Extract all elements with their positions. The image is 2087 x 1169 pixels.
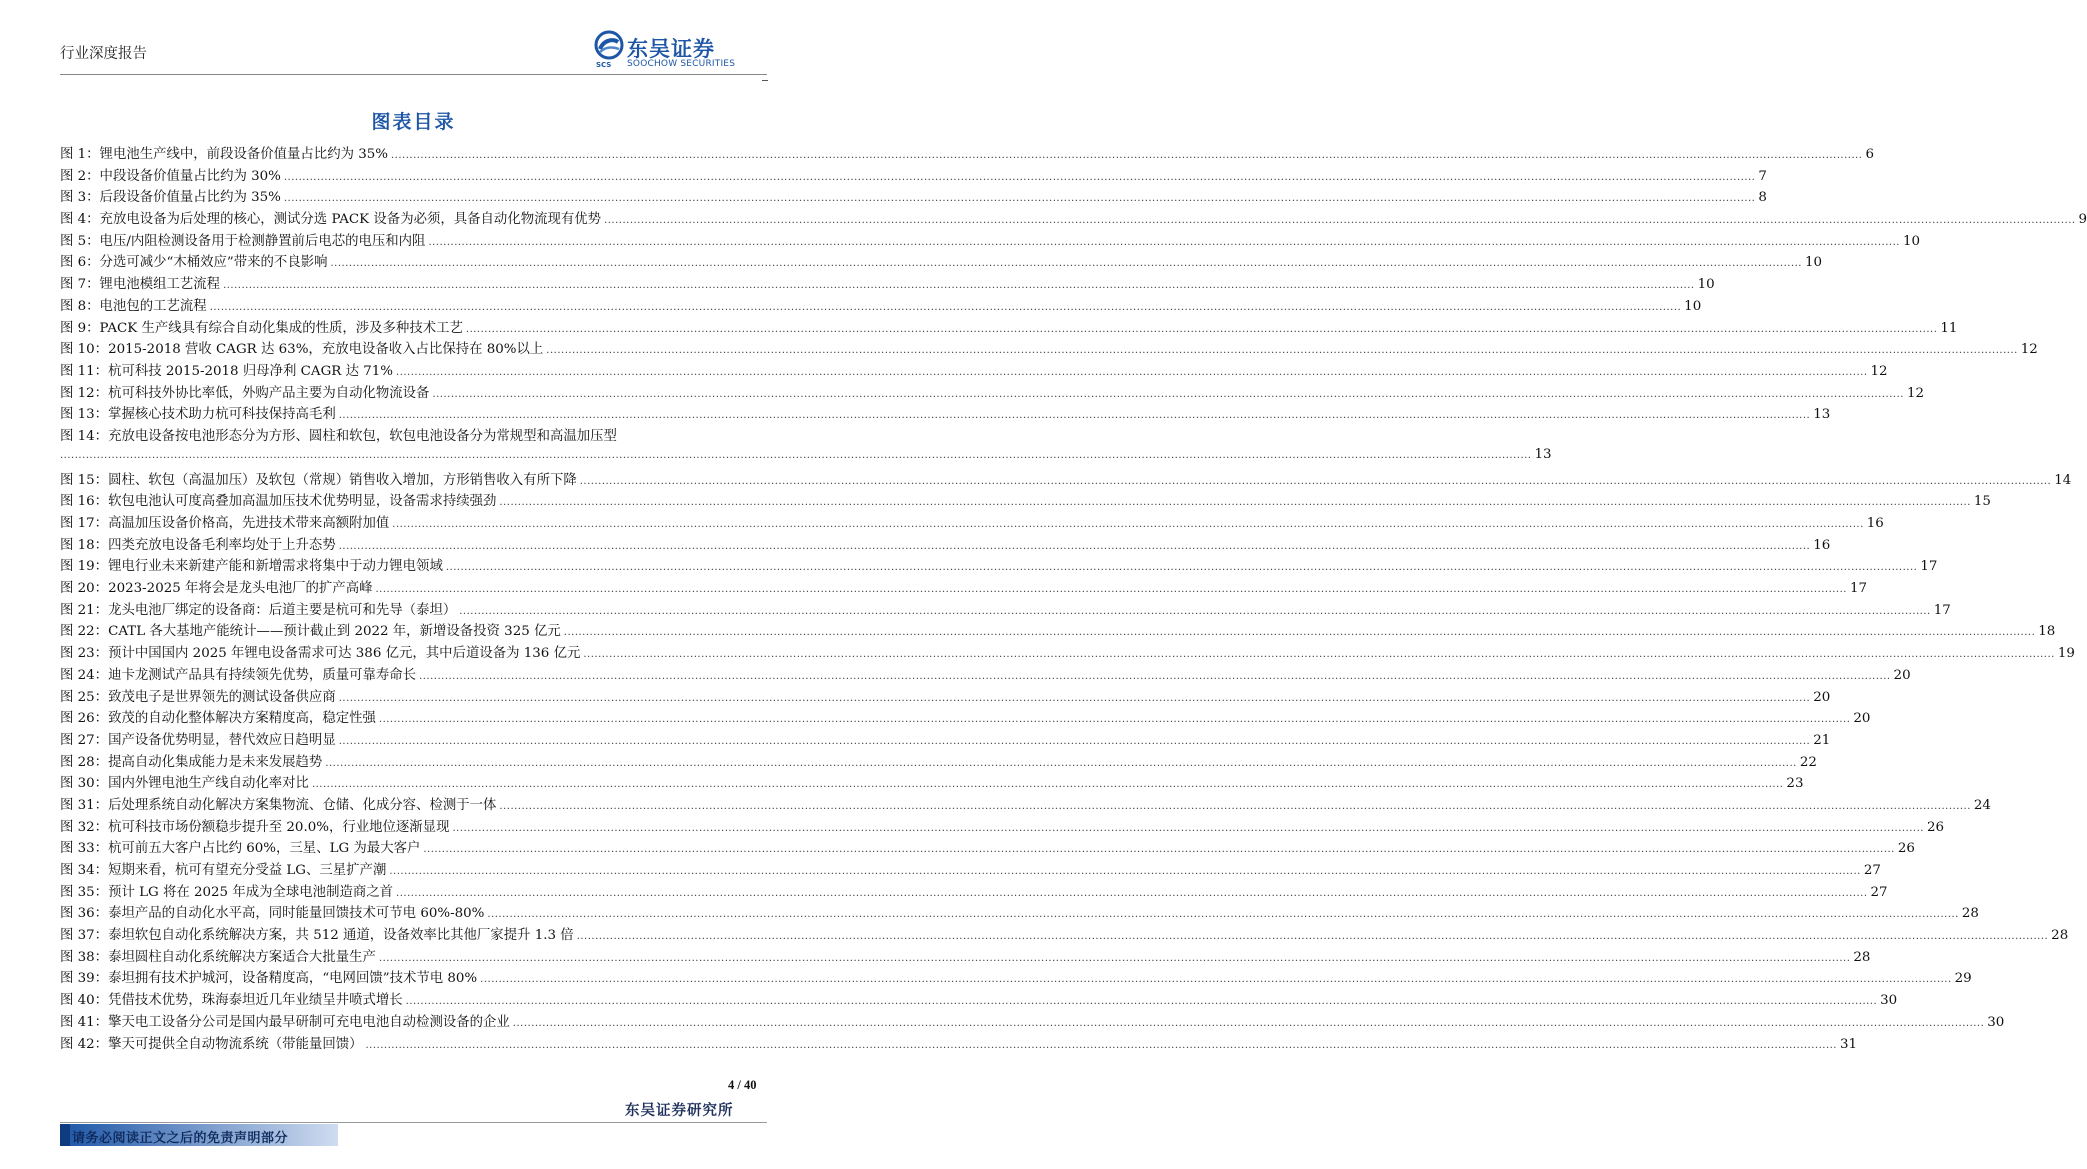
- footer-organization: 东吴证券研究所: [625, 1103, 734, 1119]
- toc-title: 图表目录: [371, 111, 456, 133]
- toc-entry[interactable]: [60, 208, 2087, 230]
- toc-leader-dots: ................................................................................................................................................................................................................................................................................................................................................................................................................: [392, 519, 1864, 530]
- toc-leader-dots: ................................................................................................................................................................................................................................................................................................................................................................................................................: [283, 171, 1756, 183]
- header-divider: [60, 74, 767, 75]
- toc-leader-dots: ................................................................................................................................................................................................................................................................................................................................................................................................................: [365, 1039, 1837, 1051]
- toc-entry-page: 16: [1866, 516, 1884, 531]
- toc-entry-page: 20: [1893, 667, 1911, 683]
- toc-entry-label: 图 17：高温加压设备价格高，先进技术带来高额附加值: [60, 516, 390, 531]
- toc-entry-label: 图 36：泰坦产品的自动化水平高，同时能量回馈技术可节电 60%-80%: [60, 906, 485, 922]
- toc-entry-page: 9: [2078, 212, 2087, 228]
- toc-entry[interactable]: [60, 273, 1715, 295]
- toc-entry-label: 图 32：杭可科技市场份额稳步提升至 20.0%，行业地位逐渐显现: [60, 819, 450, 835]
- toc-entry[interactable]: [60, 317, 1958, 339]
- toc-entry-label: 图 2：中段设备价值量占比约为 30%: [60, 168, 281, 184]
- toc-entry-page: 7: [1758, 168, 1767, 184]
- toc-leader-dots: ................................................................................................................................................................................................................................................................................................................................................................................................................: [576, 931, 2049, 943]
- toc-leader-dots: ................................................................................................................................................................................................................................................................................................................................................................................................................: [563, 627, 2036, 639]
- toc-entry-page: 30: [1880, 993, 1898, 1009]
- toc-leader-dots: ................................................................................................................................................................................................................................................................................................................................................................................................................: [583, 649, 2055, 661]
- toc-entry-page: 10: [1804, 255, 1823, 271]
- toc-leader-dots: ................................................................................................................................................................................................................................................................................................................................................................................................................: [338, 692, 1811, 704]
- toc-entry-label: 图 1：锂电池生产线中，前段设备价值量占比约为 35%: [60, 147, 388, 162]
- toc-entry[interactable]: [60, 360, 1888, 382]
- toc-leader-dots: ................................................................................................................................................................................................................................................................................................................................................................................................................: [338, 735, 1811, 747]
- toc-leader-dots: ................................................................................................................................................................................................................................................................................................................................................................................................................: [512, 1017, 1985, 1029]
- toc-leader-dots: ................................................................................................................................................................................................................................................................................................................................................................................................................: [60, 449, 1532, 461]
- toc-leader-dots: ................................................................................................................................................................................................................................................................................................................................................................................................................: [338, 540, 1811, 552]
- toc-entry[interactable]: [60, 837, 1915, 859]
- toc-entry-page: 15: [1973, 494, 1991, 510]
- toc-entry-label: 图 22：CATL 各大基地产能统计——预计截止到 2022 年，新增设备投资 325 亿元: [60, 624, 561, 640]
- toc-entry[interactable]: [60, 794, 1991, 816]
- toc-leader-dots: ................................................................................................................................................................................................................................................................................................................................................................................................................: [378, 952, 1851, 964]
- toc-entry[interactable]: [60, 902, 1979, 924]
- toc-entry-label: 图 42：擎天可提供全自动物流系统（带能量回馈）: [60, 1036, 363, 1052]
- toc-entry-page: 10: [1902, 233, 1920, 249]
- toc-entry[interactable]: [60, 186, 1767, 208]
- toc-leader-dots: ................................................................................................................................................................................................................................................................................................................................................................................................................: [487, 909, 1959, 921]
- toc-entry-page: 11: [1940, 320, 1958, 336]
- toc-entry[interactable]: [60, 1033, 1858, 1055]
- logo-english-name: SOOCHOW SECURITIES: [627, 59, 736, 69]
- logo-chinese-name: 东吴证券: [627, 37, 715, 61]
- toc-entry-label: 图 20：2023-2025 年将会是龙头电池厂的扩产高峰: [60, 581, 373, 597]
- toc-entry[interactable]: [60, 620, 2056, 642]
- toc-leader-dots: ................................................................................................................................................................................................................................................................................................................................................................................................................: [546, 345, 2018, 357]
- toc-entry-page: 17: [1920, 559, 1938, 575]
- toc-entry[interactable]: [60, 165, 1767, 187]
- toc-leader-dots: ................................................................................................................................................................................................................................................................................................................................................................................................................: [419, 670, 1891, 682]
- toc-entry-label: 图 14：充放电设备按电池形态分为方形、圆柱和软包，软包电池设备分为常规型和高温加压型: [60, 428, 617, 444]
- toc-entry-page: 30: [1987, 1014, 2005, 1030]
- toc-entry-page: 27: [1870, 884, 1888, 900]
- toc-entry[interactable]: [60, 599, 1951, 621]
- toc-entry-label: 图 16：软包电池认可度高叠加高温加压技术优势明显，设备需求持续强劲: [60, 494, 497, 510]
- toc-leader-dots: ................................................................................................................................................................................................................................................................................................................................................................................................................: [579, 475, 2052, 487]
- toc-leader-dots: ................................................................................................................................................................................................................................................................................................................................................................................................................: [283, 193, 1756, 205]
- toc-entry[interactable]: [60, 946, 1871, 968]
- toc-entry[interactable]: [60, 382, 1924, 404]
- toc-entry-label: 图 35：预计 LG 将在 2025 年成为全球电池制造商之首: [60, 884, 394, 900]
- toc-entry-page: 21: [1813, 732, 1831, 748]
- toc-entry[interactable]: [60, 534, 1831, 556]
- footer-divider: [60, 1122, 767, 1123]
- toc-leader-dots: ................................................................................................................................................................................................................................................................................................................................................................................................................: [465, 323, 1938, 335]
- toc-leader-dots: ................................................................................................................................................................................................................................................................................................................................................................................................................: [391, 150, 1863, 161]
- toc-entry-page: 22: [1799, 754, 1817, 770]
- toc-entry-page: 17: [1933, 602, 1951, 618]
- toc-leader-dots: ................................................................................................................................................................................................................................................................................................................................................................................................................: [325, 757, 1797, 769]
- toc-entry[interactable]: [60, 859, 1881, 881]
- toc-entry-label: 图 8：电池包的工艺流程: [60, 298, 207, 314]
- soochow-logo: [594, 30, 774, 74]
- toc-entry[interactable]: [60, 425, 768, 447]
- toc-entry[interactable]: [60, 143, 1875, 165]
- toc-entry-page: 12: [1870, 363, 1888, 379]
- logo-abbreviation: SCS: [596, 61, 612, 69]
- toc-entry-page: 17: [1849, 581, 1868, 597]
- toc-leader-dots: ................................................................................................................................................................................................................................................................................................................................................................................................................: [423, 844, 1895, 856]
- toc-entry-page: 13: [1813, 407, 1831, 423]
- toc-entry-label: 图 30：国内外锂电池生产线自动化率对比: [60, 776, 309, 792]
- toc-entry[interactable]: [60, 230, 1920, 252]
- toc-entry-label: 图 5：电压/内阻检测设备用于检测静置前后电芯的电压和内阻: [60, 233, 426, 249]
- toc-entry[interactable]: [60, 989, 1898, 1011]
- toc-entry-page: 10: [1684, 298, 1702, 314]
- toc-entry[interactable]: [60, 512, 1884, 534]
- toc-leader-dots: ................................................................................................................................................................................................................................................................................................................................................................................................................: [452, 822, 1924, 834]
- toc-entry-label: 图 11：杭可科技 2015-2018 归母净利 CAGR 达 71%: [60, 363, 394, 379]
- soochow-logo-icon: [594, 30, 624, 60]
- header-tick: [762, 80, 768, 81]
- toc-entry[interactable]: [60, 816, 1944, 838]
- toc-entry[interactable]: [60, 881, 1888, 903]
- toc-entry-label: 图 41：擎天电工设备分公司是国内最早研制可充电电池自动检测设备的企业: [60, 1014, 510, 1030]
- toc-entry-page: 13: [1534, 446, 1552, 462]
- figure-list: [60, 143, 2087, 1054]
- toc-entry-page: 23: [1786, 776, 1804, 792]
- toc-entry-page: 10: [1697, 277, 1715, 293]
- toc-entry-page: 12: [1906, 385, 1924, 401]
- toc-leader-dots: ................................................................................................................................................................................................................................................................................................................................................................................................................: [499, 497, 1971, 509]
- toc-entry[interactable]: [60, 338, 2038, 360]
- toc-entry-page: 8: [1758, 190, 1767, 206]
- toc-entry[interactable]: [60, 642, 2075, 664]
- toc-entry-label: 图 21：龙头电池厂绑定的设备商：后道主要是杭可和先导（泰坦）: [60, 602, 457, 618]
- toc-entry-page: 31: [1839, 1036, 1858, 1052]
- toc-entry[interactable]: [60, 295, 1702, 317]
- page-indicator: 4 / 40: [728, 1078, 757, 1092]
- toc-entry-label: 图 34：短期来看，杭可有望充分受益 LG、三星扩产潮: [60, 863, 387, 878]
- toc-leader-dots: ................................................................................................................................................................................................................................................................................................................................................................................................................: [480, 974, 1952, 986]
- toc-entry[interactable]: [60, 469, 2072, 491]
- toc-entry-label: 图 15：圆柱、软包（高温加压）及软包（常规）销售收入增加，方形销售收入有所下降: [60, 472, 577, 488]
- disclaimer-text: 请务必阅读正文之后的免责声明部分: [72, 1131, 289, 1146]
- toc-entry-page: 20: [1853, 711, 1871, 727]
- toc-entry-page: 28: [2051, 928, 2069, 944]
- toc-leader-dots: ................................................................................................................................................................................................................................................................................................................................................................................................................: [445, 562, 1918, 574]
- toc-entry[interactable]: [60, 729, 1831, 751]
- toc-entry-page: 28: [1853, 949, 1871, 965]
- toc-leader-dots: ................................................................................................................................................................................................................................................................................................................................................................................................................: [223, 280, 1695, 292]
- toc-entry-page: 20: [1813, 689, 1831, 705]
- toc-leader-dots: ................................................................................................................................................................................................................................................................................................................................................................................................................: [604, 215, 2076, 227]
- toc-entry-page: 29: [1954, 971, 1972, 987]
- toc-entry-page: 19: [2057, 646, 2075, 662]
- toc-leader-dots: ................................................................................................................................................................................................................................................................................................................................................................................................................: [428, 236, 1900, 248]
- toc-entry-page: 26: [1926, 819, 1944, 835]
- toc-entry[interactable]: [60, 707, 1871, 729]
- toc-leader-dots: ................................................................................................................................................................................................................................................................................................................................................................................................................: [396, 366, 1868, 378]
- toc-entry-label: 图 27：国产设备优势明显，替代效应日趋明显: [60, 732, 336, 748]
- toc-entry[interactable]: [60, 403, 1831, 425]
- toc-entry-label: 图 23：预计中国国内 2025 年锂电设备需求可达 386 亿元，其中后道设备为 136 亿元: [60, 646, 581, 662]
- toc-entry-label: 图 24：迪卡龙测试产品具有持续领先优势，质量可靠寿命长: [60, 667, 417, 683]
- toc-entry-page: 16: [1813, 537, 1831, 553]
- toc-entry-page: 24: [1973, 797, 1991, 813]
- toc-leader-dots: ................................................................................................................................................................................................................................................................................................................................................................................................................: [405, 996, 1878, 1008]
- toc-entry[interactable]: [60, 251, 1823, 273]
- toc-entry-label: 图 40：凭借技术优势，珠海泰坦近几年业绩呈井喷式增长: [60, 993, 403, 1009]
- toc-entry-label: 图 12：杭可科技外协比率低，外购产品主要为自动化物流设备: [60, 385, 430, 401]
- toc-entry-page: 27: [1863, 863, 1881, 878]
- toc-entry-label: 图 3：后段设备价值量占比约为 35%: [60, 190, 281, 206]
- toc-entry-page: 28: [1961, 906, 1979, 922]
- toc-entry-page: 14: [2054, 472, 2072, 488]
- toc-leader-dots: ................................................................................................................................................................................................................................................................................................................................................................................................................: [432, 388, 1904, 400]
- toc-entry-label: 图 37：泰坦软包自动化系统解决方案，共 512 通道，设备效率比其他厂家提升 1.3 倍: [60, 928, 574, 944]
- toc-leader-dots: ................................................................................................................................................................................................................................................................................................................................................................................................................: [499, 800, 1971, 812]
- toc-entry[interactable]: [60, 924, 2069, 946]
- toc-entry-label: 图 28：提高自动化集成能力是未来发展趋势: [60, 754, 323, 770]
- toc-entry-label: 图 18：四类充放电设备毛利率均处于上升态势: [60, 537, 336, 553]
- toc-leader-dots: ................................................................................................................................................................................................................................................................................................................................................................................................................: [375, 584, 1847, 596]
- toc-entry-label: 图 10：2015-2018 营收 CAGR 达 63%，充放电设备收入占比保持在 80%以上: [60, 342, 544, 358]
- footer-banner-accent: [60, 1124, 70, 1146]
- toc-entry-label: 图 19：锂电行业未来新建产能和新增需求将集中于动力锂电领域: [60, 559, 443, 575]
- toc-entry[interactable]: [60, 751, 1817, 773]
- toc-entry-label: 图 33：杭可前五大客户占比约 60%，三星、LG 为最大客户: [60, 841, 421, 857]
- toc-entry-label: 图 4：充放电设备为后处理的核心，测试分选 PACK 设备为必须，具备自动化物流现有优势: [60, 212, 602, 228]
- toc-entry-label: 图 39：泰坦拥有技术护城河，设备精度高，“电网回馈”技术节电 80%: [60, 971, 478, 987]
- toc-entry-label: 图 31：后处理系统自动化解决方案集物流、仓储、化成分容、检测于一体: [60, 797, 497, 813]
- toc-entry[interactable]: [60, 772, 1804, 794]
- toc-entry[interactable]: [60, 490, 1991, 512]
- toc-entry[interactable]: [60, 555, 1938, 577]
- toc-entry[interactable]: [60, 664, 1911, 686]
- toc-leader-dots: ................................................................................................................................................................................................................................................................................................................................................................................................................: [330, 258, 1802, 270]
- toc-leader-dots: ................................................................................................................................................................................................................................................................................................................................................................................................................: [311, 779, 1784, 791]
- toc-entry-page: 26: [1897, 841, 1915, 857]
- toc-entry-label: 图 13：掌握核心技术助力杭可科技保持高毛利: [60, 407, 336, 423]
- toc-leader-dots: ................................................................................................................................................................................................................................................................................................................................................................................................................: [378, 714, 1851, 726]
- toc-entry[interactable]: [60, 577, 1868, 599]
- toc-entry[interactable]: [60, 686, 1831, 708]
- toc-leader-dots: ................................................................................................................................................................................................................................................................................................................................................................................................................: [396, 887, 1868, 899]
- toc-leader-dots: ................................................................................................................................................................................................................................................................................................................................................................................................................: [209, 301, 1682, 313]
- toc-entry-label: 图 9：PACK 生产线具有综合自动化集成的性质，涉及多种技术工艺: [60, 320, 463, 336]
- toc-entry-label: 图 25：致茂电子是世界领先的测试设备供应商: [60, 689, 336, 705]
- toc-leader-dots: ................................................................................................................................................................................................................................................................................................................................................................................................................: [459, 605, 1931, 617]
- toc-entry-label: 图 38：泰坦圆柱自动化系统解决方案适合大批量生产: [60, 949, 376, 965]
- toc-leader-dots: ................................................................................................................................................................................................................................................................................................................................................................................................................: [338, 410, 1811, 422]
- report-type: 行业深度报告: [60, 46, 147, 62]
- toc-entry-page: 12: [2020, 342, 2038, 358]
- toc-entry-label: 图 6：分选可减少“木桶效应”带来的不良影响: [60, 255, 328, 271]
- toc-entry[interactable]: [60, 967, 1972, 989]
- toc-entry-continuation[interactable]: [60, 446, 1552, 469]
- toc-entry-label: 图 7：锂电池模组工艺流程: [60, 277, 221, 293]
- toc-entry[interactable]: [60, 1011, 2005, 1033]
- toc-entry-page: 18: [2038, 624, 2056, 640]
- toc-entry-page: 6: [1865, 147, 1875, 162]
- toc-entry-label: 图 26：致茂的自动化整体解决方案精度高，稳定性强: [60, 711, 376, 727]
- toc-leader-dots: ................................................................................................................................................................................................................................................................................................................................................................................................................: [389, 866, 1861, 877]
